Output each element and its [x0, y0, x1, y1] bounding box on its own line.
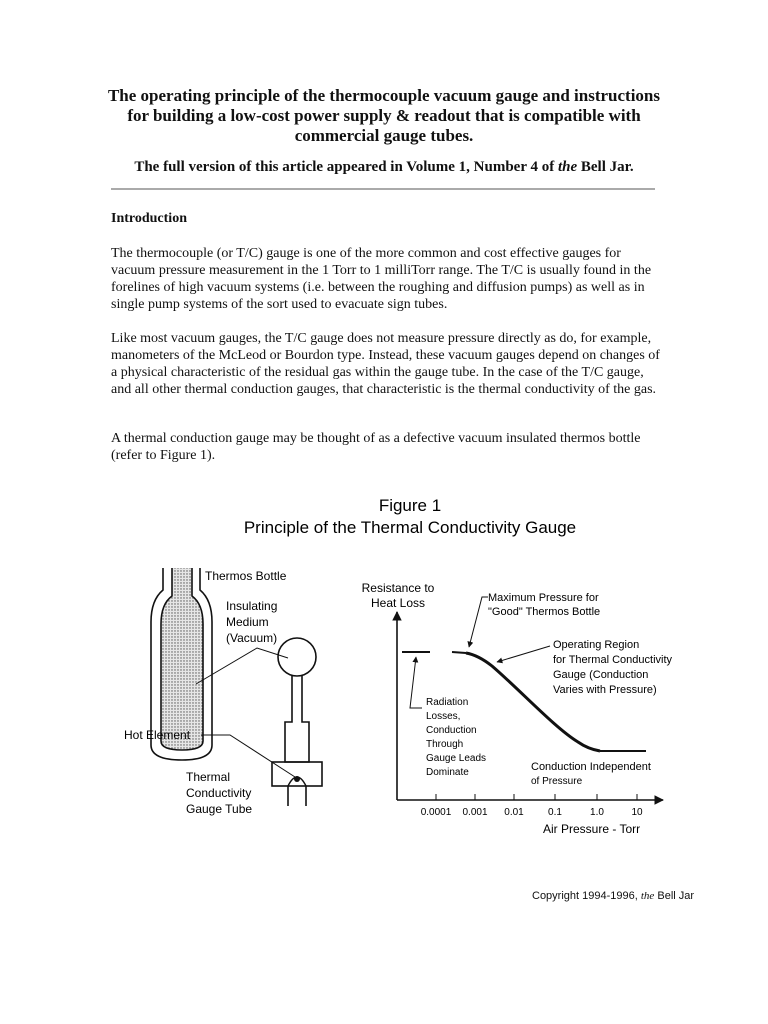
label-operating-2: for Thermal Conductivity [553, 654, 673, 666]
paragraph-1: The thermocouple (or T/C) gauge is one of the more common and cost effective gauges for vacuum pressure measurement in the 1 Torr to 1 milliTorr range. The T/C is usually found in the forelines of high vacuum systems (i.e. between the roughing and diffusion pumps) as well as in single pump systems of the sort used to evacuate sign tubes. [111, 246, 652, 312]
gauge-tube-stem [285, 675, 309, 762]
label-conduction-independent-1: Conduction Independent [531, 761, 651, 773]
leader-operating [497, 646, 550, 662]
thermos-bottle-inner [161, 568, 203, 750]
x-axis-label: Air Pressure - Torr [543, 822, 641, 836]
paragraph-2: Like most vacuum gauges, the T/C gauge does not measure pressure directly as do, for example, manometers of the McLeod or Bourdon type. Instead, these vacuum gauges depend on changes of a physical characteristic of the residual gas within the gauge tube. In the case of the T/C gauge, and all other thermal conduction gauges, that characteristic is the thermal conductivity of the gas. [111, 331, 660, 397]
copyright-end: Bell Jar [654, 890, 695, 902]
label-radiation-5: Gauge Leads [426, 753, 487, 764]
label-tube-2: Conductivity [186, 786, 252, 800]
x-tick-label-1: 0.001 [462, 807, 488, 818]
label-hot-element: Hot Element [124, 728, 191, 742]
leader-max-pressure [469, 597, 488, 647]
y-axis-label-2: Heat Loss [370, 596, 426, 610]
copyright-text: Copyright 1994-1996, [532, 890, 641, 902]
label-radiation-2: Losses, [426, 711, 461, 722]
label-insulating-3: (Vacuum) [226, 631, 278, 645]
curve-operating-region [466, 653, 600, 751]
y-axis-label-1: Resistance to [361, 581, 435, 595]
label-thermos-bottle: Thermos Bottle [205, 569, 287, 583]
x-tick-label-0: 0.0001 [420, 807, 452, 818]
leader-radiation [410, 657, 422, 708]
label-conduction-independent-2: of Pressure [531, 776, 583, 787]
label-operating-3: Gauge (Conduction [553, 669, 649, 681]
figure-title: Figure 1 [378, 496, 442, 515]
label-insulating-2: Medium [226, 615, 269, 629]
label-tube-3: Gauge Tube [186, 802, 253, 816]
document-title: The operating principle of the thermocouple vacuum gauge and instructions for building a low-cost power supply & readout that is compatible with commercial gauge tubes. [107, 86, 661, 145]
x-tick-label-2: 0.01 [504, 807, 524, 818]
label-max-pressure-2: "Good" Thermos Bottle [488, 606, 601, 618]
section-heading: Introduction [111, 211, 187, 226]
x-tick-label-5: 10 [631, 807, 643, 818]
subtitle-text: The full version of this article appeared in Volume 1, Number 4 of [134, 159, 558, 175]
label-operating-4: Varies with Pressure) [553, 684, 657, 696]
label-insulating-1: Insulating [226, 599, 278, 613]
label-radiation-4: Through [426, 739, 464, 750]
x-tick-label-4: 1.0 [590, 807, 604, 818]
curve-transition [452, 652, 466, 653]
label-radiation-1: Radiation [426, 697, 469, 708]
x-tick-label-3: 0.1 [548, 807, 562, 818]
label-operating-1: Operating Region [553, 639, 640, 651]
gauge-tube-base [272, 762, 322, 786]
leader-insulating [196, 648, 288, 684]
subtitle-emphasis: the [557, 159, 578, 175]
paragraph-3: A thermal conduction gauge may be thought of as a defective vacuum insulated thermos bottle (refer to Figure 1). [111, 431, 641, 463]
label-max-pressure-1: Maximum Pressure for [488, 592, 599, 604]
label-tube-1: Thermal [186, 770, 231, 784]
copyright-notice [532, 890, 694, 902]
figure-subtitle: Principle of the Thermal Conductivity Gauge [243, 518, 577, 537]
label-radiation-6: Dominate [426, 767, 469, 778]
subtitle-end: Bell Jar. [577, 159, 634, 175]
copyright-emphasis: the [640, 890, 655, 902]
label-radiation-3: Conduction [426, 725, 477, 736]
